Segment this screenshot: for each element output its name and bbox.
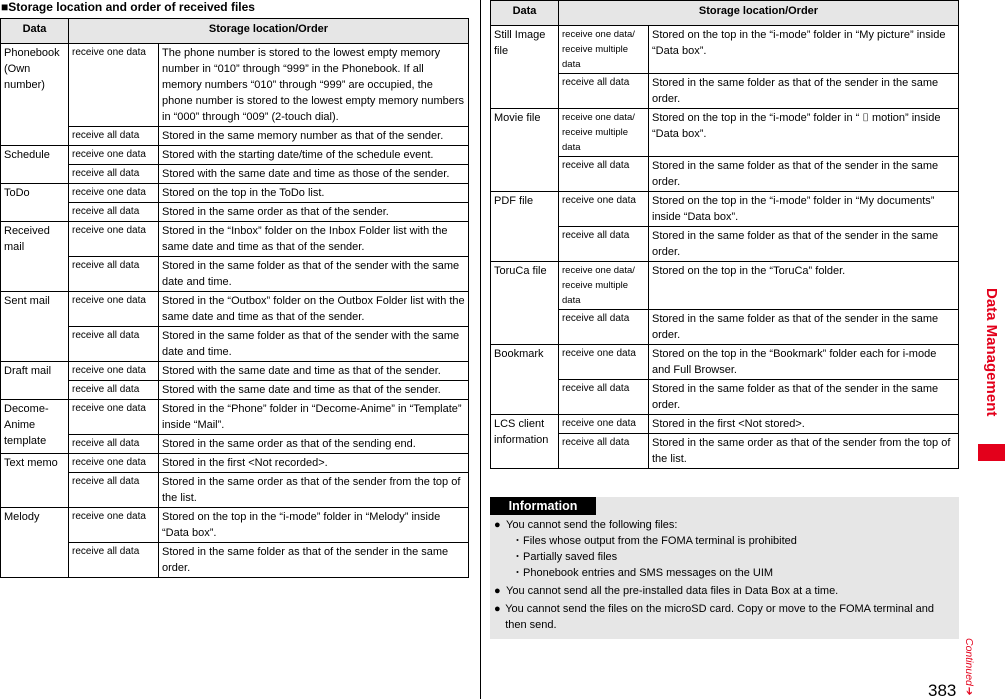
table-row <box>491 415 959 434</box>
receive-mode-cell: receive all data <box>69 165 159 184</box>
table-row <box>491 109 959 157</box>
receive-mode-cell: receive one data <box>69 44 159 127</box>
side-tab <box>978 288 1005 460</box>
storage-description-cell: Stored in the “Outbox” folder on the Outbox Folder list with the same date and time as that of the sender. <box>159 292 469 327</box>
receive-mode-cell: receive all data <box>69 435 159 454</box>
info-item-text: You cannot send all the pre-installed data files in Data Box at a time. <box>506 585 839 597</box>
storage-description-cell: Stored in the “Inbox” folder on the Inbox Folder list with the same date and time as that of the sender. <box>159 222 469 257</box>
storage-description-cell: Stored in the same folder as that of the sender in the same order. <box>649 74 959 109</box>
column-divider <box>480 0 481 699</box>
info-sub-item: ・Phonebook entries and SMS messages on the UIM <box>512 567 774 579</box>
section-title: ■Storage location and order of received files <box>1 0 255 14</box>
table-row <box>1 127 469 146</box>
table-row <box>1 327 469 362</box>
info-item <box>494 601 956 633</box>
receive-mode-cell: receive all data <box>69 327 159 362</box>
data-type-cell: Movie file <box>491 109 559 192</box>
table-row <box>1 381 469 400</box>
side-tab-label: Data Management <box>983 288 1000 417</box>
bullet-icon: ● <box>494 519 501 531</box>
information-label: Information <box>490 497 596 515</box>
storage-description-cell: Stored on the top in the “i-mode” folder in “ ⌷ motion” inside “Data box”. <box>649 109 959 157</box>
receive-mode-cell: receive one data <box>559 345 649 380</box>
receive-mode-cell: receive one data/ receive multiple data <box>559 262 649 310</box>
receive-mode-cell: receive one data <box>69 146 159 165</box>
storage-description-cell: Stored on the top in the ToDo list. <box>159 184 469 203</box>
receive-mode-cell: receive all data <box>69 257 159 292</box>
storage-description-cell: Stored in the same order as that of the sender from the top of the list. <box>159 473 469 508</box>
receive-mode-cell: receive one data <box>69 222 159 257</box>
storage-description-cell: Stored in the same order as that of the sending end. <box>159 435 469 454</box>
receive-mode-cell: receive all data <box>559 434 649 469</box>
continued-indicator <box>962 638 976 694</box>
storage-description-cell: Stored with the same date and time as those of the sender. <box>159 165 469 184</box>
receive-mode-cell: receive one data <box>69 454 159 473</box>
data-type-cell: Schedule <box>1 146 69 184</box>
receive-mode-cell: receive one data <box>559 415 649 434</box>
storage-description-cell: Stored on the top in the “i-mode” folder in “My picture” inside “Data box”. <box>649 26 959 74</box>
table-row <box>491 157 959 192</box>
storage-description-cell: Stored in the same folder as that of the sender in the same order. <box>649 310 959 345</box>
storage-description-cell: Stored in the same order as that of the sender from the top of the list. <box>649 434 959 469</box>
receive-mode-cell: receive all data <box>69 203 159 222</box>
receive-mode-cell: receive all data <box>69 127 159 146</box>
data-type-cell: Bookmark <box>491 345 559 415</box>
page-number: 383 <box>928 681 957 700</box>
table-row <box>491 345 959 380</box>
left-column <box>0 0 469 578</box>
storage-description-cell: Stored in the same folder as that of the sender with the same date and time. <box>159 327 469 362</box>
storage-description-cell: Stored in the same folder as that of the sender in the same order. <box>159 543 469 578</box>
receive-mode-cell: receive all data <box>559 157 649 192</box>
table-row <box>1 543 469 578</box>
header-storage: Storage location/Order <box>69 19 469 44</box>
data-type-cell: Still Image file <box>491 26 559 109</box>
storage-description-cell: Stored with the same date and time as that of the sender. <box>159 381 469 400</box>
data-type-cell: ToruCa file <box>491 262 559 345</box>
receive-mode-cell: receive all data <box>559 227 649 262</box>
storage-description-cell: Stored in the same folder as that of the sender in the same order. <box>649 380 959 415</box>
table-row <box>1 44 469 127</box>
storage-description-cell: Stored on the top in the “ToruCa” folder. <box>649 262 959 310</box>
receive-mode-cell: receive all data <box>69 473 159 508</box>
table-row <box>1 257 469 292</box>
storage-description-cell: Stored in the “Phone” folder in “Decome-Anime” in “Template” inside “Mail”. <box>159 400 469 435</box>
info-item <box>494 583 956 599</box>
table-row <box>491 262 959 310</box>
data-type-cell: Phonebook (Own number) <box>1 44 69 146</box>
data-type-cell: Draft mail <box>1 362 69 400</box>
data-type-cell: Received mail <box>1 222 69 292</box>
table-row <box>491 74 959 109</box>
table-row <box>491 192 959 227</box>
receive-mode-cell: receive one data/ receive multiple data <box>559 26 649 74</box>
data-type-cell: PDF file <box>491 192 559 262</box>
storage-description-cell: Stored in the first <Not stored>. <box>649 415 959 434</box>
storage-description-cell: Stored in the same order as that of the sender. <box>159 203 469 222</box>
receive-mode-cell: receive one data <box>69 362 159 381</box>
data-type-cell: Decome-Anime template <box>1 400 69 454</box>
table-row <box>1 222 469 257</box>
receive-mode-cell: receive one data/ receive multiple data <box>559 109 649 157</box>
side-tab-marker <box>978 444 1005 461</box>
receive-mode-cell: receive one data <box>69 400 159 435</box>
table-row <box>491 380 959 415</box>
data-type-cell: LCS client information <box>491 415 559 469</box>
info-item-text: You cannot send the files on the microSD card. Copy or move to the FOMA terminal and then send. <box>505 603 934 631</box>
receive-mode-cell: receive all data <box>559 380 649 415</box>
table-row <box>1 165 469 184</box>
data-type-cell: Melody <box>1 508 69 578</box>
header-data: Data <box>1 19 69 44</box>
bullet-icon: ● <box>494 585 501 597</box>
data-type-cell: ToDo <box>1 184 69 222</box>
receive-mode-cell: receive one data <box>69 508 159 543</box>
receive-mode-cell: receive one data <box>69 184 159 203</box>
storage-description-cell: Stored in the same folder as that of the sender in the same order. <box>649 157 959 192</box>
storage-description-cell: Stored with the starting date/time of the schedule event. <box>159 146 469 165</box>
storage-description-cell: The phone number is stored to the lowest empty memory number in “010” through “999” in the Phonebook. If all memory numbers “010” through “999” are occupied, the phone number is stored to the lowest empty memory numbers in “000” through “009” (2-touch dial). <box>159 44 469 127</box>
storage-description-cell: Stored on the top in the “Bookmark” folder each for i-mode and Full Browser. <box>649 345 959 380</box>
table-row <box>1 362 469 381</box>
storage-description-cell: Stored in the same memory number as that of the sender. <box>159 127 469 146</box>
table-row <box>1 454 469 473</box>
storage-description-cell: Stored in the first <Not recorded>. <box>159 454 469 473</box>
table-row <box>1 292 469 327</box>
storage-table-right <box>490 0 959 469</box>
information-box <box>490 497 959 639</box>
receive-mode-cell: receive one data <box>559 192 649 227</box>
bullet-icon: ● <box>494 603 501 615</box>
receive-mode-cell: receive all data <box>559 74 649 109</box>
receive-mode-cell: receive all data <box>69 543 159 578</box>
receive-mode-cell: receive all data <box>559 310 649 345</box>
header-storage: Storage location/Order <box>559 1 959 26</box>
storage-description-cell: Stored on the top in the “i-mode” folder in “My documents” inside “Data box”. <box>649 192 959 227</box>
storage-description-cell: Stored with the same date and time as that of the sender. <box>159 362 469 381</box>
info-sub-item: ・Partially saved files <box>512 551 618 563</box>
info-item <box>494 517 956 581</box>
storage-table-left <box>0 18 469 578</box>
table-row <box>491 227 959 262</box>
table-row <box>1 146 469 165</box>
continued-label: Continued➔ <box>963 638 975 695</box>
storage-description-cell: Stored on the top in the “i-mode” folder in “Melody” inside “Data box”. <box>159 508 469 543</box>
table-row <box>1 203 469 222</box>
right-column <box>490 0 959 469</box>
table-row <box>491 26 959 74</box>
storage-description-cell: Stored in the same folder as that of the sender in the same order. <box>649 227 959 262</box>
header-data: Data <box>491 1 559 26</box>
table-header <box>1 19 469 44</box>
information-list <box>494 517 956 635</box>
receive-mode-cell: receive one data <box>69 292 159 327</box>
table-row <box>1 184 469 203</box>
table-row <box>491 434 959 469</box>
info-item-text: You cannot send the following files: <box>506 519 678 531</box>
table-row <box>491 310 959 345</box>
table-row <box>1 400 469 435</box>
data-type-cell: Text memo <box>1 454 69 508</box>
receive-mode-cell: receive all data <box>69 381 159 400</box>
table-header <box>491 1 959 26</box>
data-type-cell: Sent mail <box>1 292 69 362</box>
table-row <box>1 473 469 508</box>
table-row <box>1 508 469 543</box>
storage-description-cell: Stored in the same folder as that of the sender with the same date and time. <box>159 257 469 292</box>
info-sub-item: ・Files whose output from the FOMA terminal is prohibited <box>512 535 797 547</box>
table-row <box>1 435 469 454</box>
